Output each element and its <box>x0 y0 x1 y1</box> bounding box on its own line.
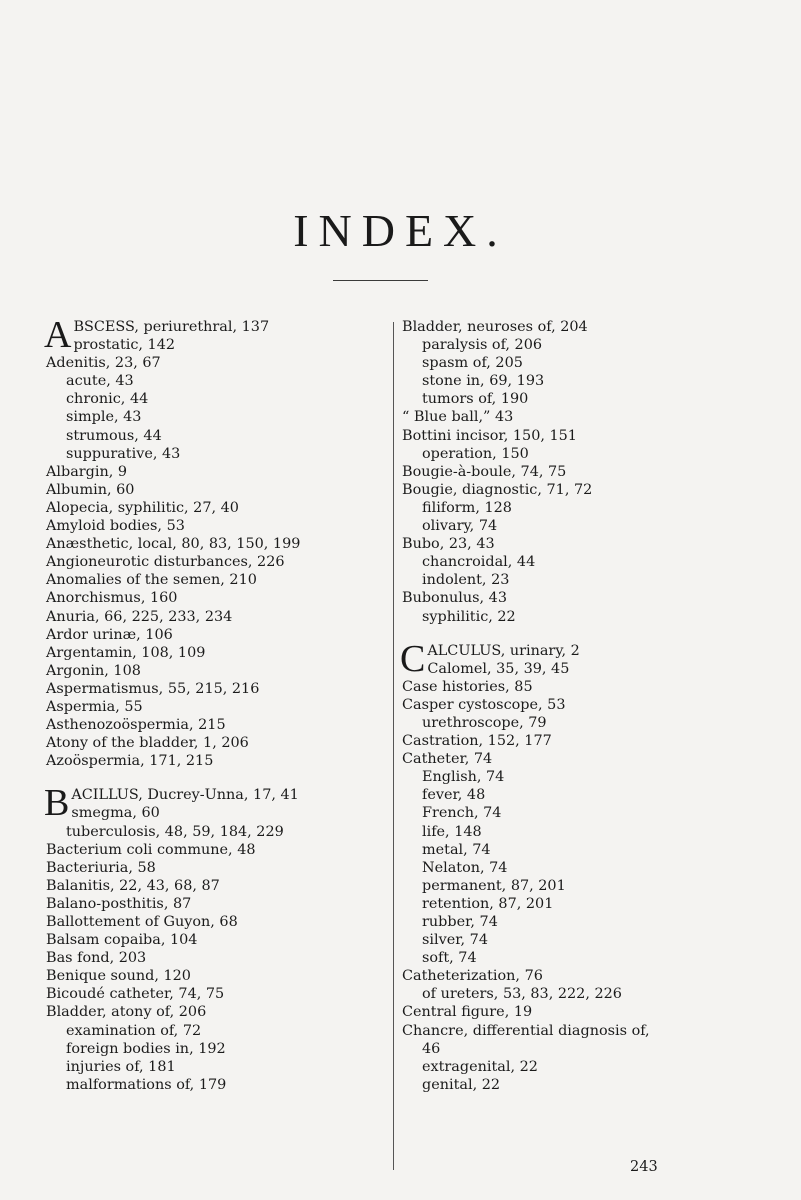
index-entry: Alopecia, syphilitic, 27, 40 <box>46 499 239 516</box>
index-entry: Catheter, 74 <box>402 751 493 768</box>
index-subentry: operation, 150 <box>422 445 529 462</box>
index-entry: Azoöspermia, 171, 215 <box>46 753 214 770</box>
index-subentry: acute, 43 <box>66 373 134 390</box>
index-entry: Bougie-à-boule, 74, 75 <box>402 463 567 480</box>
index-subentry: chronic, 44 <box>66 391 149 408</box>
right-column <box>402 318 800 1094</box>
index-entry: Case histories, 85 <box>402 678 533 695</box>
index-entry: Bubonulus, 43 <box>402 590 507 607</box>
index-subentry: life, 148 <box>422 823 482 840</box>
index-subentry: indolent, 23 <box>422 572 510 589</box>
title-rule <box>333 280 428 281</box>
index-entry: Ardor urinæ, 106 <box>46 626 173 643</box>
index-subentry: paralysis of, 206 <box>422 337 543 354</box>
index-entry: Aspermatismus, 55, 215, 216 <box>46 680 260 697</box>
section-c <box>400 637 800 1094</box>
index-entry: Asthenozoöspermia, 215 <box>46 717 226 734</box>
index-subentry: fever, 48 <box>422 787 486 804</box>
page-number: 243 <box>630 1159 658 1175</box>
index-entry: Albumin, 60 <box>46 481 135 498</box>
index-entry: ACILLUS, Ducrey-Unna, 17, 41 <box>71 787 299 804</box>
index-subentry: metal, 74 <box>422 841 491 858</box>
index-entry: Bougie, diagnostic, 71, 72 <box>402 481 593 498</box>
index-subentry: tumors of, 190 <box>422 391 529 408</box>
index-entry: Chancre, differential diagnosis of, <box>402 1022 650 1039</box>
index-entry: Angioneurotic disturbances, 226 <box>46 554 285 571</box>
index-subentry: Nelaton, 74 <box>422 859 508 876</box>
index-entry: Bladder, atony of, 206 <box>46 1004 207 1021</box>
index-entry: Bottini incisor, 150, 151 <box>402 427 577 444</box>
index-entry: Catheterization, 76 <box>402 968 543 985</box>
index-entry: ALCULUS, urinary, 2 <box>427 642 580 659</box>
index-entry: Calomel, 35, 39, 45 <box>427 660 570 677</box>
index-entry: Balano-posthitis, 87 <box>46 895 192 912</box>
index-entry: Castration, 152, 177 <box>402 733 552 750</box>
index-entry: Aspermia, 55 <box>46 698 143 715</box>
index-subentry: spasm of, 205 <box>422 355 523 372</box>
index-entry: Anæsthetic, local, 80, 83, 150, 199 <box>46 536 301 553</box>
index-entry: Bicoudé catheter, 74, 75 <box>46 986 225 1003</box>
index-entry: Casper cystoscope, 53 <box>402 696 566 713</box>
index-subentry: extragenital, 22 <box>422 1058 538 1075</box>
section-b <box>44 782 376 1094</box>
index-subentry: prostatic, 142 <box>73 337 176 354</box>
index-subentry: soft, 74 <box>422 950 477 967</box>
index-subentry: tuberculosis, 48, 59, 184, 229 <box>66 823 284 840</box>
index-entry: Amyloid bodies, 53 <box>46 518 185 535</box>
index-subentry: filiform, 128 <box>422 499 512 516</box>
index-subentry: smegma, 60 <box>71 805 160 822</box>
section-b-continued <box>402 318 800 626</box>
page-title: INDEX. <box>293 205 508 256</box>
section-a <box>44 314 376 770</box>
index-subentry: foreign bodies in, 192 <box>66 1040 226 1057</box>
index-subentry: French, 74 <box>422 805 502 822</box>
index-entry: Anuria, 66, 225, 233, 234 <box>46 608 233 625</box>
index-entry: Anorchismus, 160 <box>46 590 178 607</box>
index-subentry: genital, 22 <box>422 1076 501 1093</box>
index-subentry: malformations of, 179 <box>66 1076 227 1093</box>
index-entry: Albargin, 9 <box>46 463 128 480</box>
index-subentry: silver, 74 <box>422 932 488 949</box>
dropcap-c: C <box>400 637 426 680</box>
index-entry: Anomalies of the semen, 210 <box>46 572 257 589</box>
index-subentry: rubber, 74 <box>422 914 498 930</box>
index-subentry: urethroscope, 79 <box>422 714 547 731</box>
index-entry: Balsam copaiba, 104 <box>46 932 198 949</box>
index-subentry: examination of, 72 <box>66 1022 202 1039</box>
index-subentry: of ureters, 53, 83, 222, 226 <box>422 986 622 1003</box>
index-entry: “ Blue ball,” 43 <box>402 409 514 426</box>
index-entry-continuation: 46 <box>422 1040 441 1057</box>
index-subentry: suppurative, 43 <box>66 445 181 462</box>
index-subentry: stone in, 69, 193 <box>422 373 545 390</box>
index-subentry: English, 74 <box>422 769 505 786</box>
column-divider <box>393 322 394 1170</box>
index-entry: Bacteriuria, 58 <box>46 859 156 876</box>
index-entry: Bacterium coli commune, 48 <box>46 841 256 858</box>
index-entry: Atony of the bladder, 1, 206 <box>46 735 249 752</box>
index-subentry: olivary, 74 <box>422 518 498 535</box>
index-subentry: chancroidal, 44 <box>422 554 536 571</box>
index-subentry: strumous, 44 <box>66 427 162 444</box>
index-entry: BSCESS, periurethral, 137 <box>73 319 270 335</box>
index-subentry: injuries of, 181 <box>66 1058 176 1075</box>
index-entry: Ballottement of Guyon, 68 <box>46 914 238 930</box>
index-subentry: simple, 43 <box>66 409 142 426</box>
index-entry: Argonin, 108 <box>46 662 141 679</box>
index-entry: Balanitis, 22, 43, 68, 87 <box>46 877 220 894</box>
dropcap-a: A <box>44 314 72 356</box>
index-entry: Argentamin, 108, 109 <box>46 644 206 661</box>
index-subentry: permanent, 87, 201 <box>422 877 566 894</box>
left-column <box>44 314 376 1094</box>
index-entry: Bubo, 23, 43 <box>402 536 495 553</box>
index-entry: Central figure, 19 <box>402 1004 533 1021</box>
index-entry: Benique sound, 120 <box>46 968 191 985</box>
index-entry: Bas fond, 203 <box>46 950 147 967</box>
index-entry: Bladder, neuroses of, 204 <box>402 319 588 335</box>
dropcap-b: B <box>44 782 70 825</box>
index-entry: Adenitis, 23, 67 <box>46 355 161 372</box>
index-subentry: retention, 87, 201 <box>422 895 554 912</box>
index-subentry: syphilitic, 22 <box>422 608 516 625</box>
